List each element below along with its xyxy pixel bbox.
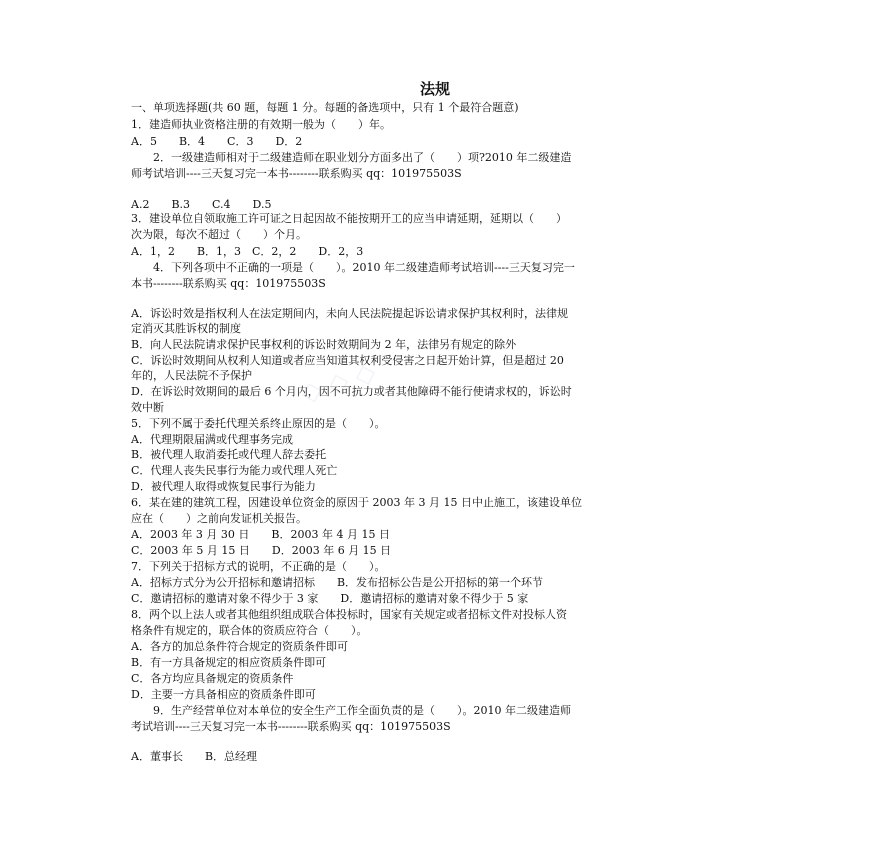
question-4-option-a: A．诉讼时效是指权利人在法定期间内，未向人民法院提起诉讼请求保护其权利时，法律规 (131, 307, 568, 320)
question-6-options-cd: C．2003 年 5 月 15 日 D．2003 年 6 月 15 日 (131, 544, 392, 557)
question-8-option-a: A．各方的加总条件符合规定的资质条件即可 (131, 640, 348, 653)
question-9-cont: 考试培训----三天复习完一本书--------联系购买 qq：101975503S (131, 720, 451, 733)
question-5-option-a: A．代理期限届满或代理事务完成 (131, 433, 293, 446)
question-4-option-c-cont: 年的，人民法院不予保护 (131, 369, 252, 382)
watermark: ◇ ◇ ◇ (297, 356, 380, 410)
question-6-options-ab: A．2003 年 3 月 30 日 B．2003 年 4 月 15 日 (131, 528, 390, 541)
question-4-cont: 本书--------联系购买 qq：101975503S (131, 277, 326, 290)
question-2-options: A.2 B.3 C.4 D.5 (131, 198, 272, 211)
question-4-option-d-cont: 效中断 (131, 401, 164, 414)
question-4: 4．下列各项中不正确的一项是（ ）。2010 年二级建造师考试培训----三天复习完一 (131, 261, 575, 274)
question-6-cont: 应在（ ）之前向发证机关报告。 (131, 512, 307, 525)
question-8-option-c: C．各方均应具备规定的资质条件 (131, 672, 294, 685)
page-title: 法规 (419, 80, 450, 98)
question-9-options: A．董事长 B．总经理 (131, 750, 258, 763)
question-6: 6．某在建的建筑工程，因建设单位资金的原因于 2003 年 3 月 15 日中止施工，该建设单位 (131, 496, 582, 509)
question-3-cont: 次为限，每次不超过（ ）个月。 (131, 228, 307, 241)
question-2: 2．一级建造师相对于二级建造师在职业划分方面多出了（ ）项?2010 年二级建造 (131, 151, 572, 164)
section-heading: 一、单项选择题(共 60 题，每题 1 分。每题的备选项中，只有 1 个最符合题意) (131, 101, 519, 114)
question-3: 3．建设单位自领取施工许可证之日起因故不能按期开工的应当申请延期，延期以（ ） (131, 212, 567, 225)
question-2-cont: 师考试培训----三天复习完一本书--------联系购买 qq：101975503S (131, 167, 462, 180)
question-4-option-c: C．诉讼时效期间从权利人知道或者应当知道其权利受侵害之日起开始计算，但是超过 20 (131, 354, 564, 367)
question-8: 8．两个以上法人或者其他组织组成联合体投标时，国家有关规定或者招标文件对投标人资 (131, 608, 567, 621)
question-8-cont: 格条件有规定的，联合体的资质应符合（ ）。 (131, 624, 368, 637)
question-4-option-d: D．在诉讼时效期间的最后 6 个月内，因不可抗力或者其他障碍不能行使请求权的，诉讼时 (131, 385, 572, 398)
question-3-options: A．1，2 B．1，3 C．2，2 D．2，3 (131, 245, 364, 258)
question-7-options-ab: A．招标方式分为公开招标和邀请招标 B．发布招标公告是公开招标的第一个环节 (131, 576, 544, 589)
question-5-option-b: B．被代理人取消委托或代理人辞去委托 (131, 448, 327, 461)
question-1: 1．建造师执业资格注册的有效期一般为（ ）年。 (131, 118, 391, 131)
question-7-options-cd: C．邀请招标的邀请对象不得少于 3 家 D．邀请招标的邀请对象不得少于 5 家 (131, 592, 529, 605)
question-5-option-c: C．代理人丧失民事行为能力或代理人死亡 (131, 464, 338, 477)
question-8-option-d: D．主要一方具备相应的资质条件即可 (131, 688, 316, 701)
question-1-options: A．5 B．4 C．3 D．2 (131, 135, 303, 148)
question-5: 5．下列不属于委托代理关系终止原因的是（ ）。 (131, 417, 386, 430)
question-9: 9．生产经营单位对本单位的安全生产工作全面负责的是（ ）。2010 年二级建造师 (131, 704, 571, 717)
question-4-option-b: B．向人民法院请求保护民事权利的诉讼时效期间为 2 年，法律另有规定的除外 (131, 338, 517, 351)
question-8-option-b: B．有一方具备规定的相应资质条件即可 (131, 656, 327, 669)
question-7: 7．下列关于招标方式的说明，不正确的是（ ）。 (131, 560, 386, 573)
question-5-option-d: D．被代理人取得或恢复民事行为能力 (131, 480, 316, 493)
question-4-option-a-cont: 定消灭其胜诉权的制度 (131, 322, 241, 335)
